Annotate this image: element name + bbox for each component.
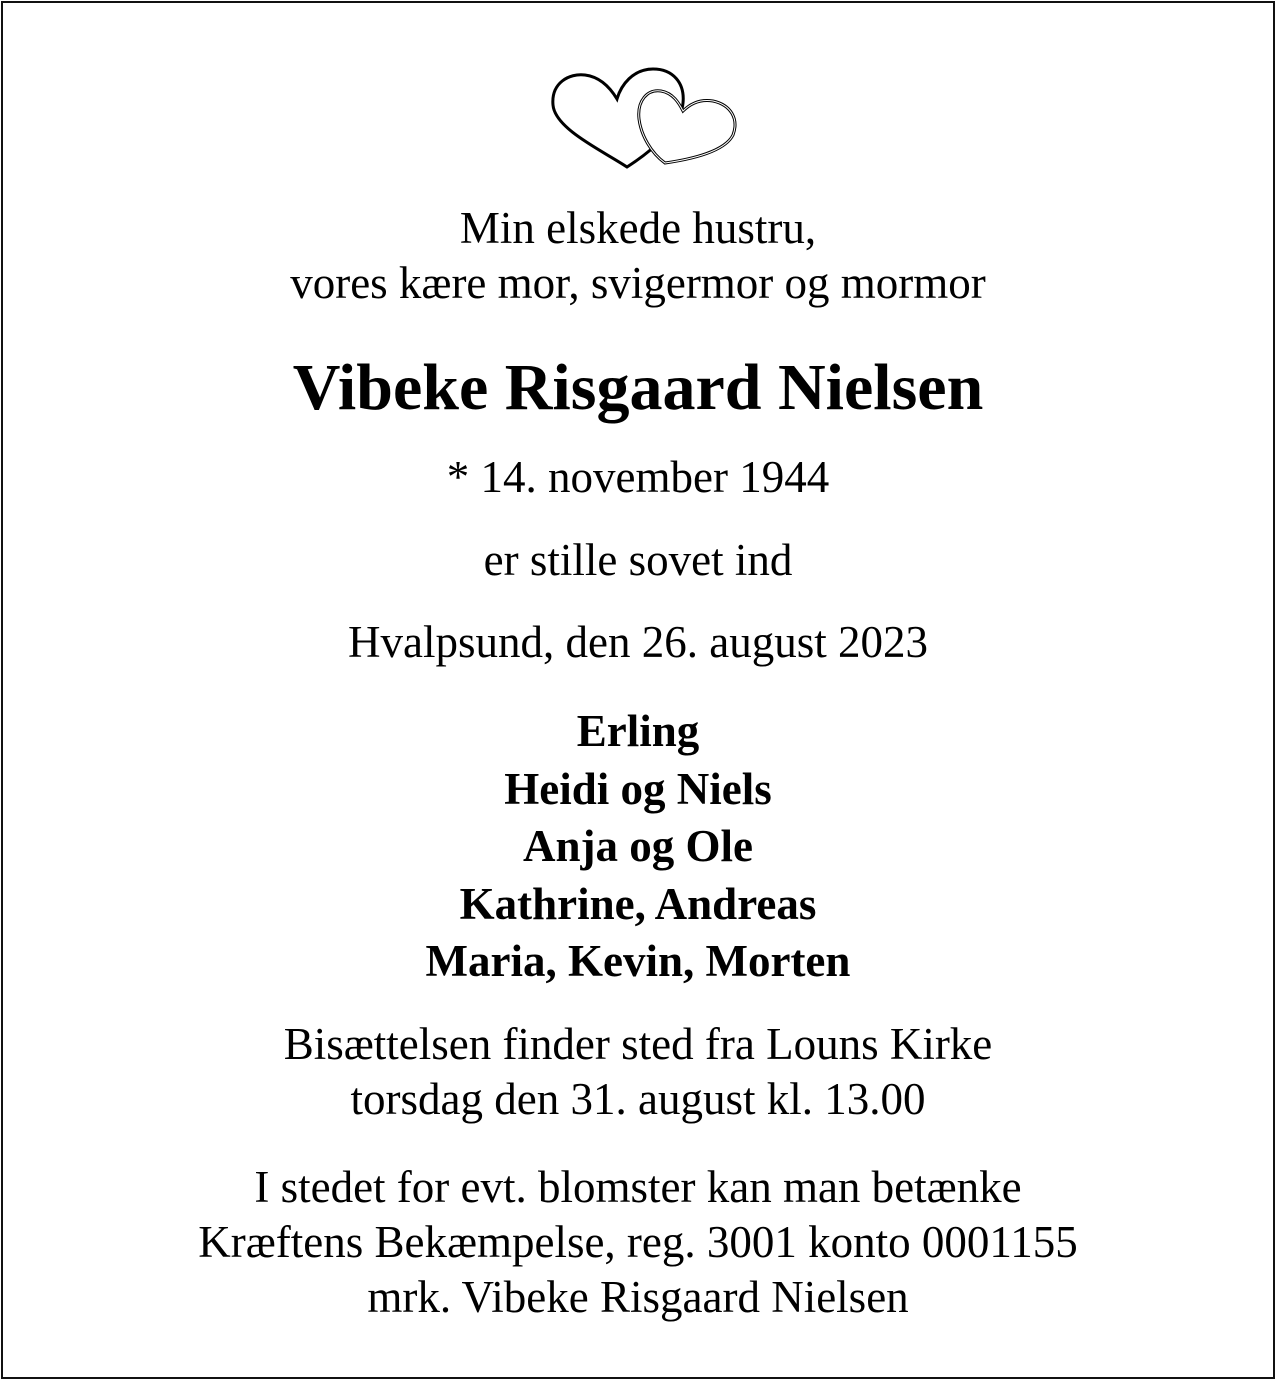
family-line: Kathrine, Andreas (459, 878, 817, 929)
donation-line: I stedet for evt. blomster kan man betænke (254, 1162, 1022, 1212)
family-line: Maria, Kevin, Morten (425, 936, 851, 986)
funeral-line: Bisættelsen finder sted fra Louns Kirke (283, 1019, 993, 1069)
two-hearts-icon (547, 65, 741, 173)
obituary-notice (1, 1, 1275, 1379)
deceased-name: Vibeke Risgaard Nielsen (292, 351, 984, 424)
place-and-date: Hvalpsund, den 26. august 2023 (348, 617, 928, 667)
funeral-line: torsdag den 31. august kl. 13.00 (350, 1074, 926, 1124)
donation-line: mrk. Vibeke Risgaard Nielsen (367, 1272, 909, 1322)
donation-line: Kræftens Bekæmpelse, reg. 3001 konto 0001155 (198, 1217, 1078, 1267)
donation-info (3, 1160, 1273, 1325)
intro-line: Min elskede hustru, (459, 203, 817, 253)
notice-content (3, 3, 1273, 1377)
passing-text: er stille sovet ind (483, 535, 793, 585)
family-line: Erling (576, 706, 700, 756)
family-line: Anja og Ole (523, 821, 753, 871)
birth-date: * 14. november 1944 (446, 452, 830, 502)
family-names (3, 703, 1273, 991)
intro-line: vores kære mor, svigermor og mormor (290, 258, 986, 308)
intro-text (3, 201, 1273, 311)
funeral-info (3, 1017, 1273, 1127)
family-line: Heidi og Niels (504, 763, 772, 814)
